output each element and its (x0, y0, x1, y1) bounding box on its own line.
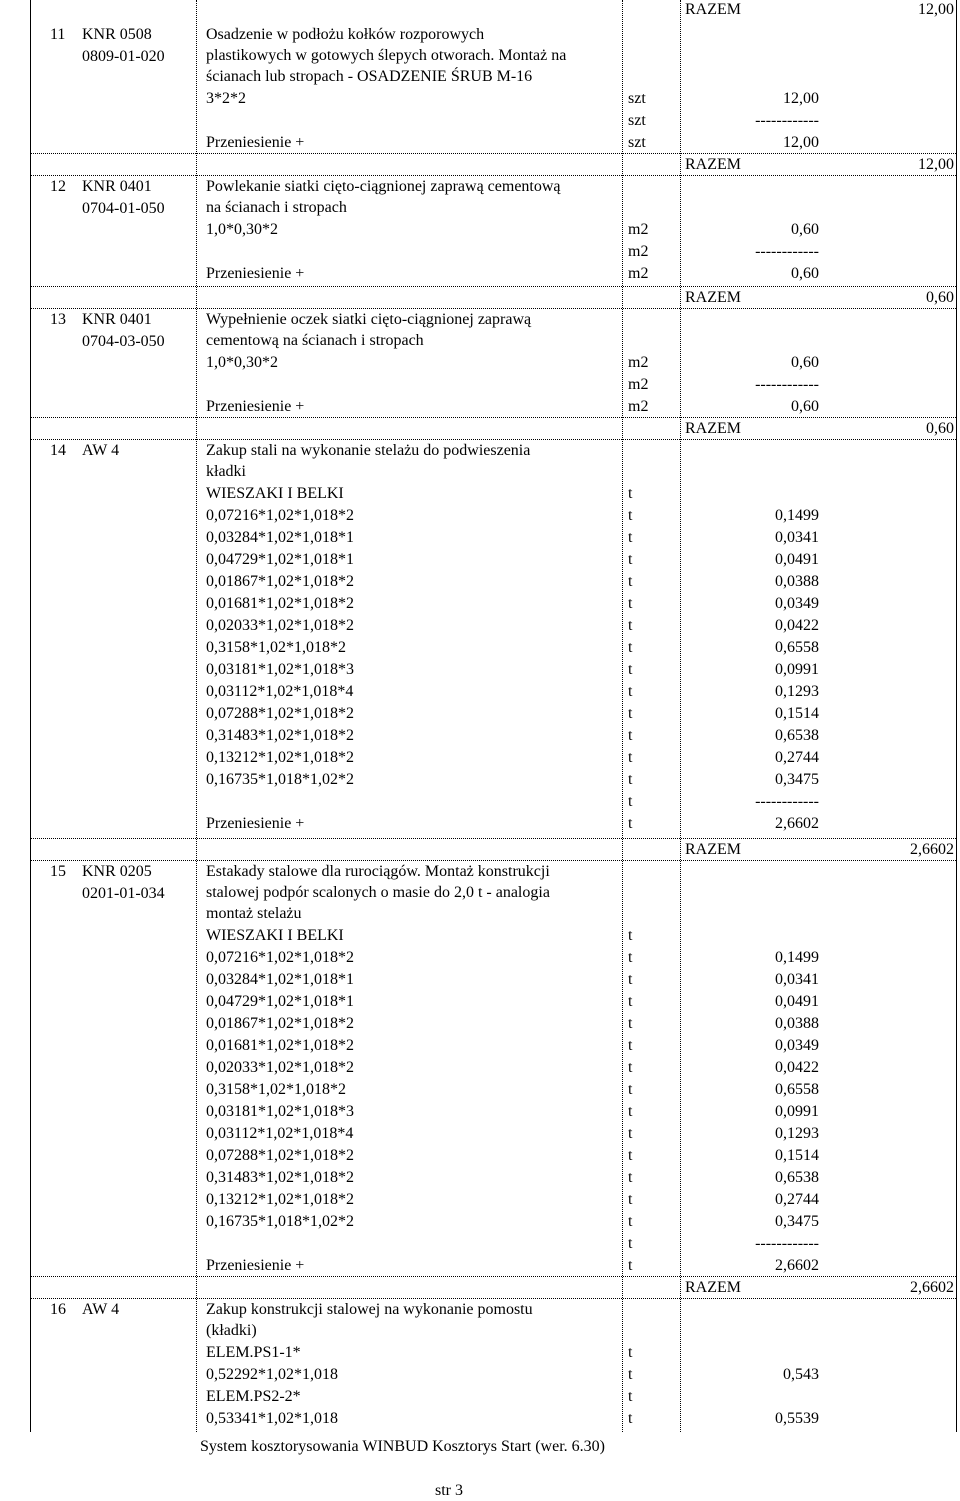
item-code: AW 4 (82, 1301, 120, 1318)
calc-expression: 0,3158*1,02*1,018*2 (206, 1081, 346, 1098)
software-footer: System kosztorysowania WINBUD Kosztorys Start (wer. 6.30) (200, 1438, 605, 1455)
calc-unit: t (628, 639, 633, 656)
item-description-line: Estakady stalowe dla rurociągów. Montaż konstrukcji (206, 863, 550, 880)
calc-expression: Przeniesienie + (206, 815, 305, 832)
column-divider (680, 0, 681, 1432)
calc-expression: 0,04729*1,02*1,018*1 (206, 993, 354, 1010)
calc-value: 2,6602 (775, 1257, 819, 1274)
calc-value: 0,0349 (775, 1037, 819, 1054)
calc-unit: t (628, 1015, 633, 1032)
calc-expression: 0,03284*1,02*1,018*1 (206, 529, 354, 546)
calc-value: 0,3475 (775, 771, 819, 788)
calc-expression: 0,03112*1,02*1,018*4 (206, 683, 354, 700)
calc-expression: 0,31483*1,02*1,018*2 (206, 727, 354, 744)
item-code: KNR 0508 (82, 26, 152, 43)
calc-expression: 0,01867*1,02*1,018*2 (206, 573, 354, 590)
calc-unit: szt (628, 90, 646, 107)
calc-expression: 0,03181*1,02*1,018*3 (206, 661, 354, 678)
calc-value: 0,0341 (775, 971, 819, 988)
item-description-line: montaż stelażu (206, 905, 302, 922)
calc-unit: t (628, 705, 633, 722)
razem-label: RAZEM (685, 156, 741, 173)
razem-label: RAZEM (685, 1, 741, 18)
calc-unit: t (628, 1366, 633, 1383)
calc-unit: t (628, 771, 633, 788)
razem-label: RAZEM (685, 1279, 741, 1296)
calc-unit: t (628, 993, 633, 1010)
calc-value: 0,0991 (775, 1103, 819, 1120)
calc-unit: t (628, 1213, 633, 1230)
calc-unit: t (628, 749, 633, 766)
calc-value: 0,0991 (775, 661, 819, 678)
calc-unit: t (628, 1235, 633, 1252)
calc-expression: 0,31483*1,02*1,018*2 (206, 1169, 354, 1186)
calc-expression: 0,01867*1,02*1,018*2 (206, 1015, 354, 1032)
calc-expression: 0,13212*1,02*1,018*2 (206, 749, 354, 766)
section-separator (30, 175, 956, 176)
item-description-line: na ścianach i stropach (206, 199, 347, 216)
calc-expression: ELEM.PS2-2* (206, 1388, 301, 1405)
item-number: 11 (50, 26, 66, 43)
item-description-line: cementową na ścianach i stropach (206, 332, 424, 349)
calc-unit: t (628, 927, 633, 944)
calc-value: 0,5539 (775, 1410, 819, 1427)
calc-unit: t (628, 1410, 633, 1427)
item-number: 16 (50, 1301, 66, 1318)
calc-unit: t (628, 1169, 633, 1186)
calc-expression: 0,01681*1,02*1,018*2 (206, 595, 354, 612)
calc-expression: 1,0*0,30*2 (206, 354, 278, 371)
section-separator (30, 417, 956, 418)
calc-expression: WIESZAKI I BELKI (206, 485, 344, 502)
calc-unit: t (628, 1081, 633, 1098)
calc-value: 0,0422 (775, 1059, 819, 1076)
razem-value: 0,60 (926, 420, 954, 437)
calc-unit: szt (628, 134, 646, 151)
calc-unit: m2 (628, 243, 649, 260)
calc-expression: 0,07288*1,02*1,018*2 (206, 1147, 354, 1164)
calc-expression: 3*2*2 (206, 90, 246, 107)
calc-unit: t (628, 551, 633, 568)
section-separator (30, 439, 956, 440)
calc-value: 12,00 (783, 134, 819, 151)
calc-expression: WIESZAKI I BELKI (206, 927, 344, 944)
razem-label: RAZEM (685, 841, 741, 858)
section-separator (30, 308, 956, 309)
calc-unit: t (628, 595, 633, 612)
section-separator (30, 1298, 956, 1299)
razem-value: 12,00 (918, 156, 954, 173)
item-number: 14 (50, 442, 66, 459)
razem-value: 2,6602 (910, 841, 954, 858)
calc-value: 0,0491 (775, 993, 819, 1010)
razem-label: RAZEM (685, 420, 741, 437)
page-number: str 3 (435, 1482, 463, 1499)
calc-unit: t (628, 1059, 633, 1076)
item-description-line: Zakup konstrukcji stalowej na wykonanie pomostu (206, 1301, 533, 1318)
calc-expression: 0,07216*1,02*1,018*2 (206, 507, 354, 524)
item-catalog-number: 0704-01-050 (82, 200, 165, 217)
item-description-line: Powlekanie siatki cięto-ciągnionej zaprawą cementową (206, 178, 561, 195)
calc-unit: t (628, 1388, 633, 1405)
calc-expression: Przeniesienie + (206, 134, 305, 151)
page-border-right (956, 0, 957, 1432)
calc-unit: t (628, 971, 633, 988)
calc-expression: 0,02033*1,02*1,018*2 (206, 617, 354, 634)
calc-unit: t (628, 617, 633, 634)
calc-value: 0,6558 (775, 1081, 819, 1098)
calc-value: 0,2744 (775, 1191, 819, 1208)
calc-unit: m2 (628, 221, 649, 238)
calc-unit: t (628, 727, 633, 744)
calc-unit: t (628, 683, 633, 700)
item-number: 15 (50, 863, 66, 880)
calc-unit: m2 (628, 398, 649, 415)
calc-value: 0,1499 (775, 507, 819, 524)
calc-expression: Przeniesienie + (206, 1257, 305, 1274)
calc-value: 0,0491 (775, 551, 819, 568)
item-description-line: ścianach lub stropach - OSADZENIE ŚRUB M-16 (206, 68, 533, 85)
calc-expression: 0,16735*1,018*1,02*2 (206, 1213, 354, 1230)
section-separator (30, 1276, 956, 1277)
calc-value: 0,0388 (775, 1015, 819, 1032)
page-border-left (30, 0, 31, 1432)
calc-value: 0,543 (783, 1366, 819, 1383)
calc-expression: ELEM.PS1-1* (206, 1344, 301, 1361)
calc-expression: Przeniesienie + (206, 265, 305, 282)
calc-unit: m2 (628, 376, 649, 393)
calc-value: 0,0349 (775, 595, 819, 612)
item-description-line: Wypełnienie oczek siatki cięto-ciągnionej zaprawą (206, 311, 532, 328)
calc-unit: t (628, 1191, 633, 1208)
calc-expression: 0,07288*1,02*1,018*2 (206, 705, 354, 722)
calc-value: ------------ (755, 376, 819, 393)
calc-expression: 0,53341*1,02*1,018 (206, 1410, 338, 1427)
section-separator (30, 153, 956, 154)
calc-expression: 0,02033*1,02*1,018*2 (206, 1059, 354, 1076)
calc-expression: Przeniesienie + (206, 398, 305, 415)
item-code: KNR 0401 (82, 311, 152, 328)
item-description-line: kładki (206, 463, 246, 480)
calc-unit: t (628, 1103, 633, 1120)
item-catalog-number: 0201-01-034 (82, 885, 165, 902)
column-divider (622, 0, 623, 1432)
calc-unit: szt (628, 112, 646, 129)
calc-expression: 0,03112*1,02*1,018*4 (206, 1125, 354, 1142)
calc-unit: t (628, 1147, 633, 1164)
calc-unit: t (628, 1344, 633, 1361)
calc-value: 0,60 (791, 398, 819, 415)
calc-value: 0,1499 (775, 949, 819, 966)
item-description-line: (kładki) (206, 1322, 257, 1339)
calc-unit: m2 (628, 265, 649, 282)
calc-value: 0,1514 (775, 705, 819, 722)
calc-unit: t (628, 1257, 633, 1274)
item-description-line: plastikowych w gotowych ślepych otworach. Montaż na (206, 47, 567, 64)
calc-unit: t (628, 815, 633, 832)
item-catalog-number: 0809-01-020 (82, 48, 165, 65)
calc-value: 0,60 (791, 354, 819, 371)
razem-value: 2,6602 (910, 1279, 954, 1296)
calc-unit: t (628, 573, 633, 590)
calc-value: 0,1514 (775, 1147, 819, 1164)
calc-unit: t (628, 1037, 633, 1054)
calc-value: 0,3475 (775, 1213, 819, 1230)
calc-unit: t (628, 949, 633, 966)
calc-value: 0,0341 (775, 529, 819, 546)
calc-value: 0,6538 (775, 727, 819, 744)
item-code: KNR 0205 (82, 863, 152, 880)
calc-expression: 0,04729*1,02*1,018*1 (206, 551, 354, 568)
section-separator (30, 860, 956, 861)
item-number: 13 (50, 311, 66, 328)
calc-unit: t (628, 661, 633, 678)
calc-value: 0,2744 (775, 749, 819, 766)
calc-expression: 1,0*0,30*2 (206, 221, 278, 238)
calc-expression: 0,13212*1,02*1,018*2 (206, 1191, 354, 1208)
item-description-line: Zakup stali na wykonanie stelażu do podwieszenia (206, 442, 531, 459)
calc-unit: t (628, 1125, 633, 1142)
section-separator (30, 838, 956, 839)
item-catalog-number: 0704-03-050 (82, 333, 165, 350)
calc-value: ------------ (755, 793, 819, 810)
calc-value: 0,60 (791, 221, 819, 238)
calc-value: 0,6558 (775, 639, 819, 656)
calc-expression: 0,03181*1,02*1,018*3 (206, 1103, 354, 1120)
calc-expression: 0,01681*1,02*1,018*2 (206, 1037, 354, 1054)
calc-value: ------------ (755, 243, 819, 260)
razem-value: 12,00 (918, 1, 954, 18)
calc-value: 0,0422 (775, 617, 819, 634)
calc-value: 12,00 (783, 90, 819, 107)
calc-value: 0,0388 (775, 573, 819, 590)
calc-value: 2,6602 (775, 815, 819, 832)
calc-expression: 0,52292*1,02*1,018 (206, 1366, 338, 1383)
item-description-line: Osadzenie w podłożu kołków rozporowych (206, 26, 485, 43)
calc-unit: t (628, 529, 633, 546)
calc-value: 0,1293 (775, 683, 819, 700)
item-description-line: stalowej podpór scalonych o masie do 2,0 t - analogia (206, 884, 550, 901)
section-separator (30, 286, 956, 287)
calc-unit: m2 (628, 354, 649, 371)
calc-value: 0,6538 (775, 1169, 819, 1186)
calc-expression: 0,07216*1,02*1,018*2 (206, 949, 354, 966)
razem-value: 0,60 (926, 289, 954, 306)
item-code: KNR 0401 (82, 178, 152, 195)
calc-unit: t (628, 485, 633, 502)
calc-unit: t (628, 793, 633, 810)
calc-value: ------------ (755, 112, 819, 129)
calc-expression: 0,03284*1,02*1,018*1 (206, 971, 354, 988)
calc-expression: 0,3158*1,02*1,018*2 (206, 639, 346, 656)
item-code: AW 4 (82, 442, 120, 459)
column-divider (196, 0, 197, 1432)
item-number: 12 (50, 178, 66, 195)
razem-label: RAZEM (685, 289, 741, 306)
calc-value: 0,60 (791, 265, 819, 282)
calc-value: 0,1293 (775, 1125, 819, 1142)
calc-unit: t (628, 507, 633, 524)
calc-value: ------------ (755, 1235, 819, 1252)
calc-expression: 0,16735*1,018*1,02*2 (206, 771, 354, 788)
